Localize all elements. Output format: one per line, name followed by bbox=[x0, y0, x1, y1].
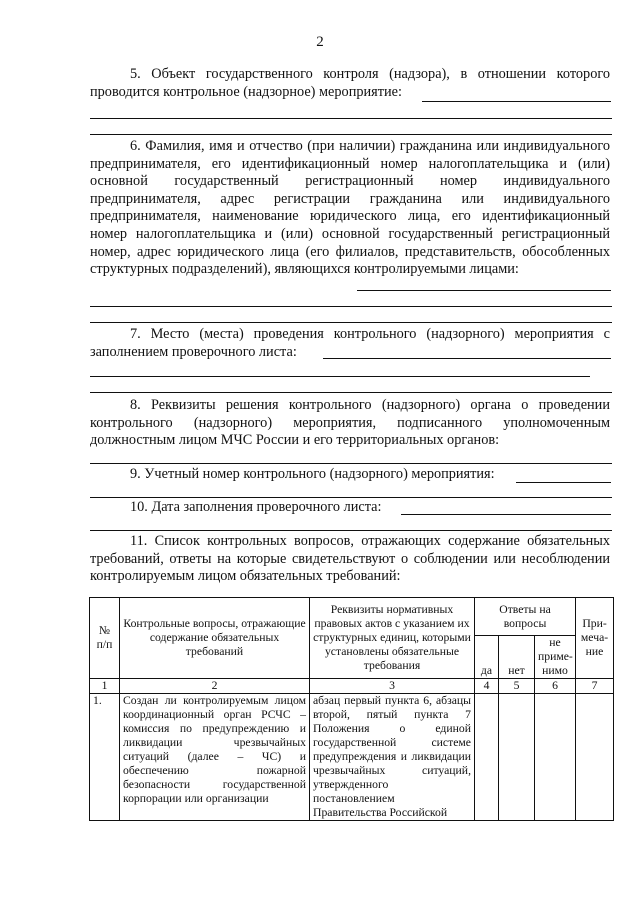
fill-line-7b bbox=[90, 376, 590, 377]
fill-line-6b bbox=[90, 306, 612, 307]
fill-line-6a bbox=[357, 290, 611, 291]
fill-line-7a bbox=[323, 358, 611, 359]
column-number: 2 bbox=[120, 679, 310, 694]
fill-line-5c bbox=[90, 134, 612, 135]
section-6-text: 6. Фамилия, имя и отчество (при наличии) гражданина или индивидуального предпринимателя, его идентификационный номер налогоплательщика и (или) основной государственный регистрационный номер индивидуального предпринимателя, адрес регистрации гражданина или индивидуального предпринимателя, наименование юридического лица, его идентификационный номер налогоплательщика и (или) основной государственный регистрационный номер, адрес юридического лица (его филиалов, представительств, обособленных структурных подразделений), являющихся контролируемыми лицами: bbox=[90, 138, 610, 278]
row-requisite: абзац первый пункта 6, абзацы второй, пятый пункта 7 Положения о единой государственной системе предупреждения и ликвидации чрезвычайных ситуаций, утвержденного постановлением Правительства Российской bbox=[310, 694, 475, 821]
section-8 bbox=[90, 397, 610, 450]
section-11 bbox=[90, 533, 610, 586]
fill-line-10b bbox=[90, 530, 612, 531]
table-row bbox=[90, 694, 614, 821]
column-number-row bbox=[90, 679, 614, 694]
row-number: 1. bbox=[90, 694, 120, 821]
section-7-text: 7. Место (места) проведения контрольного (надзорного) мероприятия с заполнением проверочного листа: bbox=[90, 326, 610, 360]
header-requisites: Реквизиты нормативных правовых актов с указанием их структурных единиц, которыми установлены обязательные требования bbox=[310, 598, 475, 679]
section-10-text: 10. Дата заполнения проверочного листа: bbox=[130, 499, 382, 515]
header-note: При-меча-ние bbox=[576, 598, 614, 679]
row-question: Создан ли контролируемым лицом координационный орган РСЧС – комиссия по предупреждению и ликвидации чрезвычайных ситуаций (далее – ЧС) и обеспечению пожарной безопасности государственной корпорации или организации bbox=[120, 694, 310, 821]
column-number: 5 bbox=[499, 679, 535, 694]
fill-line-10a bbox=[401, 514, 611, 515]
section-8-text: 8. Реквизиты решения контрольного (надзорного) органа о проведении контрольного (надзорного) мероприятия, подписанного уполномоченным должностным лицом МЧС России и его территориальных органов: bbox=[90, 397, 610, 449]
section-11-text: 11. Список контрольных вопросов, отражающих содержание обязательных требований, ответы на которые свидетельствуют о соблюдении или несоблюдении контролируемым лицом обязательных требований: bbox=[90, 533, 610, 585]
section-7 bbox=[90, 326, 610, 361]
section-5 bbox=[90, 66, 610, 101]
column-number: 6 bbox=[535, 679, 576, 694]
column-number: 3 bbox=[310, 679, 475, 694]
fill-line-5b bbox=[90, 118, 612, 119]
row-answer-na[interactable] bbox=[535, 694, 576, 821]
section-9-text: 9. Учетный номер контрольного (надзорного) мероприятия: bbox=[130, 466, 495, 482]
row-answer-yes[interactable] bbox=[475, 694, 499, 821]
column-number: 7 bbox=[576, 679, 614, 694]
fill-line-8a bbox=[90, 463, 612, 464]
checklist-table bbox=[89, 597, 614, 821]
section-9 bbox=[90, 466, 610, 484]
row-answer-no[interactable] bbox=[499, 694, 535, 821]
fill-line-9b bbox=[90, 497, 612, 498]
fill-line-5a bbox=[422, 101, 611, 102]
row-note[interactable] bbox=[576, 694, 614, 821]
section-5-text: 5. Объект государственного контроля (надзора), в отношении которого проводится контрольное (надзорное) мероприятие: bbox=[90, 66, 610, 100]
column-number: 1 bbox=[90, 679, 120, 694]
header-no: нет bbox=[499, 636, 535, 679]
header-answers: Ответы на вопросы bbox=[475, 598, 576, 636]
header-num: № п/п bbox=[90, 598, 120, 679]
page-number: 2 bbox=[316, 34, 324, 50]
fill-line-7c bbox=[90, 392, 612, 393]
header-yes: да bbox=[475, 636, 499, 679]
header-na: не приме-нимо bbox=[535, 636, 576, 679]
column-number: 4 bbox=[475, 679, 499, 694]
header-questions: Контрольные вопросы, отражающие содержание обязательных требований bbox=[120, 598, 310, 679]
fill-line-9a bbox=[516, 482, 611, 483]
fill-line-6c bbox=[90, 322, 612, 323]
section-6 bbox=[90, 138, 610, 279]
